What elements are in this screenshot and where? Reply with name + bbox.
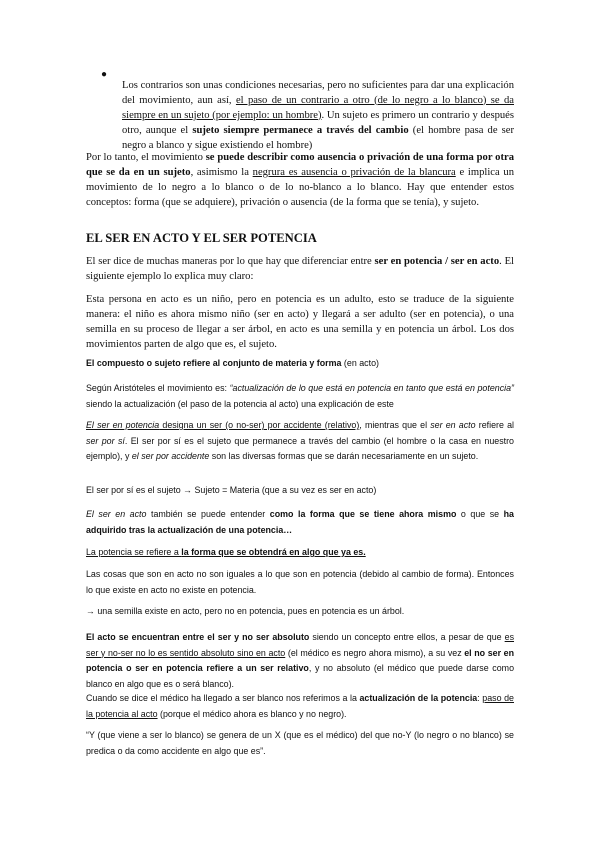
- text-span: . El ser por sí es el sujeto que permanece a través del cambio (el hombre o la casa en nuestro ejemplo), y: [86, 435, 514, 461]
- text-span: siendo un concepto entre ellos, a pesar de que: [309, 632, 505, 642]
- underlined-text: negrura es ausencia o privación de la blancura: [252, 167, 456, 178]
- paragraph-cosas-en-acto: Las cosas que son en acto no son iguales a lo que son en potencia (debido al cambio de forma). Entonces lo que existe en acto no existe en potencia.: [86, 569, 514, 595]
- underlined-text: paso de la potencia al acto: [86, 693, 514, 719]
- text-span: Según Aristóteles el movimiento es:: [86, 383, 230, 393]
- text-span: refiere al: [475, 420, 515, 430]
- underlined-text: es ser y no-ser no lo es sentido absoluto sino en acto: [86, 632, 515, 658]
- bold-text: como la forma que se tiene ahora mismo: [269, 509, 457, 519]
- paragraph-ser-por-si: El ser por sí es el sujeto → Sujeto = Materia (que a su vez es ser en acto): [86, 485, 377, 495]
- paragraph-potencia-forma: [86, 545, 514, 561]
- italic-text: el ser por accidente: [131, 451, 210, 461]
- text-span: (el médico es negro ahora mismo), a su vez: [285, 647, 465, 658]
- underlined-italic-text: El ser en potencia: [86, 420, 160, 430]
- text-span: El ser dice de muchas maneras por lo que hay que diferenciar entre: [86, 256, 375, 267]
- text-span: . El siguiente ejemplo lo explica muy claro:: [86, 256, 514, 282]
- bold-text: El acto se encuentran entre el ser y no ser absoluto: [86, 632, 310, 642]
- bold-text: ser en potencia / ser en acto: [374, 256, 500, 267]
- bold-text: sujeto siempre permanece a través del cambio: [192, 124, 409, 136]
- paragraph-aristoteles: [86, 381, 514, 412]
- paragraph-ser-en-potencia: [86, 418, 514, 465]
- text-span: Los contrarios son unas condiciones necesarias, pero no suficientes para dar una explicación del movimiento, aun así,: [122, 79, 514, 106]
- text-span: (el hombre pasa de ser negro a blanco y sigue existiendo el hombre): [122, 124, 515, 151]
- paragraph-medico-blanco: [86, 691, 514, 722]
- text-span: . Un sujeto es primero un contrario y después otro, aunque el: [122, 109, 514, 136]
- bullet-paragraph: [122, 78, 514, 153]
- underlined-text: designa un ser (o no-ser) por accidente (relativo): [159, 420, 360, 430]
- text-span: e implica un movimiento de lo negro a lo blanco o de lo no-blanco a lo blanco. Hay que entender estos conceptos: forma (que se adquiere), privación o ausencia (de la forma que se tenía), y sujeto.: [86, 167, 514, 208]
- bullet-item: [101, 67, 515, 163]
- underlined-text: La potencia se refiere a: [86, 547, 182, 557]
- text-span: son las diversas formas que se darán necesariamente en un sujeto.: [209, 451, 479, 461]
- paragraph-compuesto: [86, 356, 514, 372]
- italic-text: ser por sí: [86, 435, 125, 446]
- text-span: (porque el médico ahora es blanco y no negro).: [157, 708, 347, 719]
- bold-text: actualización de la potencia: [359, 693, 478, 703]
- paragraph-ser-dice: [86, 254, 514, 284]
- text-span: Por lo tanto, el movimiento: [86, 152, 206, 163]
- bullet-marker: ●: [101, 69, 108, 80]
- text-span: , y no absoluto (el médico que puede darse como blanco en algo que es o será blanco).: [86, 663, 515, 689]
- text-span: también se puede entender: [146, 509, 270, 519]
- italic-text: El ser en acto: [86, 509, 147, 519]
- bold-text: El compuesto o sujeto refiere al conjunto de materia y forma: [86, 358, 342, 368]
- paragraph-ejemplo: Esta persona en acto es un niño, pero en potencia es un adulto, esto se traduce de la siguiente manera: el niño es ahora mismo niño (ser en acto) y llegará a ser adulto (ser en potencia), o una semilla en su proceso de llegar a ser árbol, en acto es una semilla y en potencia un árbol. Los dos movimientos parten de algo que es, el sujeto.: [86, 294, 514, 350]
- underlined-text: el paso de un contrario a otro (de lo negro a lo blanco) se da siempre en un sujeto (por ejemplo: un hombre): [122, 94, 514, 121]
- paragraph-ser-en-acto: [86, 507, 514, 538]
- underlined-bold-text: la forma que se obtendrá en algo que ya es.: [181, 547, 366, 557]
- text-span: :: [477, 693, 483, 703]
- text-span: , mientras que el: [359, 420, 431, 430]
- text-span: o que se: [456, 509, 504, 519]
- text-span: , asimismo la: [190, 167, 253, 178]
- section-heading: EL SER EN ACTO Y EL SER POTENCIA: [86, 231, 317, 245]
- paragraph-semilla: → una semilla existe en acto, pero no en potencia, pues en potencia es un árbol.: [86, 606, 405, 616]
- bold-text: ha adquirido tras la actualización de una potencia…: [86, 509, 514, 535]
- paragraph-acto-entre-ser: [86, 630, 514, 692]
- bold-text: el no ser en potencia o ser en potencia refiere a un ser relativo: [86, 647, 514, 673]
- paragraph-movimiento: [86, 150, 514, 210]
- paragraph-cita-y: “Y (que viene a ser lo blanco) se genera de un X (que es el médico) del que no-Y (lo negro o no blanco) se predica o da como accidente en algo que es”.: [86, 730, 514, 756]
- text-span: Cuando se dice el médico ha llegado a ser blanco nos referimos a la: [86, 693, 360, 703]
- bold-text: se puede describir como ausencia o privación de una forma por otra que se da en un sujeto: [86, 152, 514, 178]
- text-span: (en acto): [341, 358, 379, 368]
- text-span: siendo la actualización (el paso de la potencia al acto) una explicación de este: [86, 398, 394, 409]
- italic-text: ser en acto: [430, 420, 476, 430]
- italic-text: “actualización de lo que está en potencia en tanto que está en potencia”: [229, 383, 514, 393]
